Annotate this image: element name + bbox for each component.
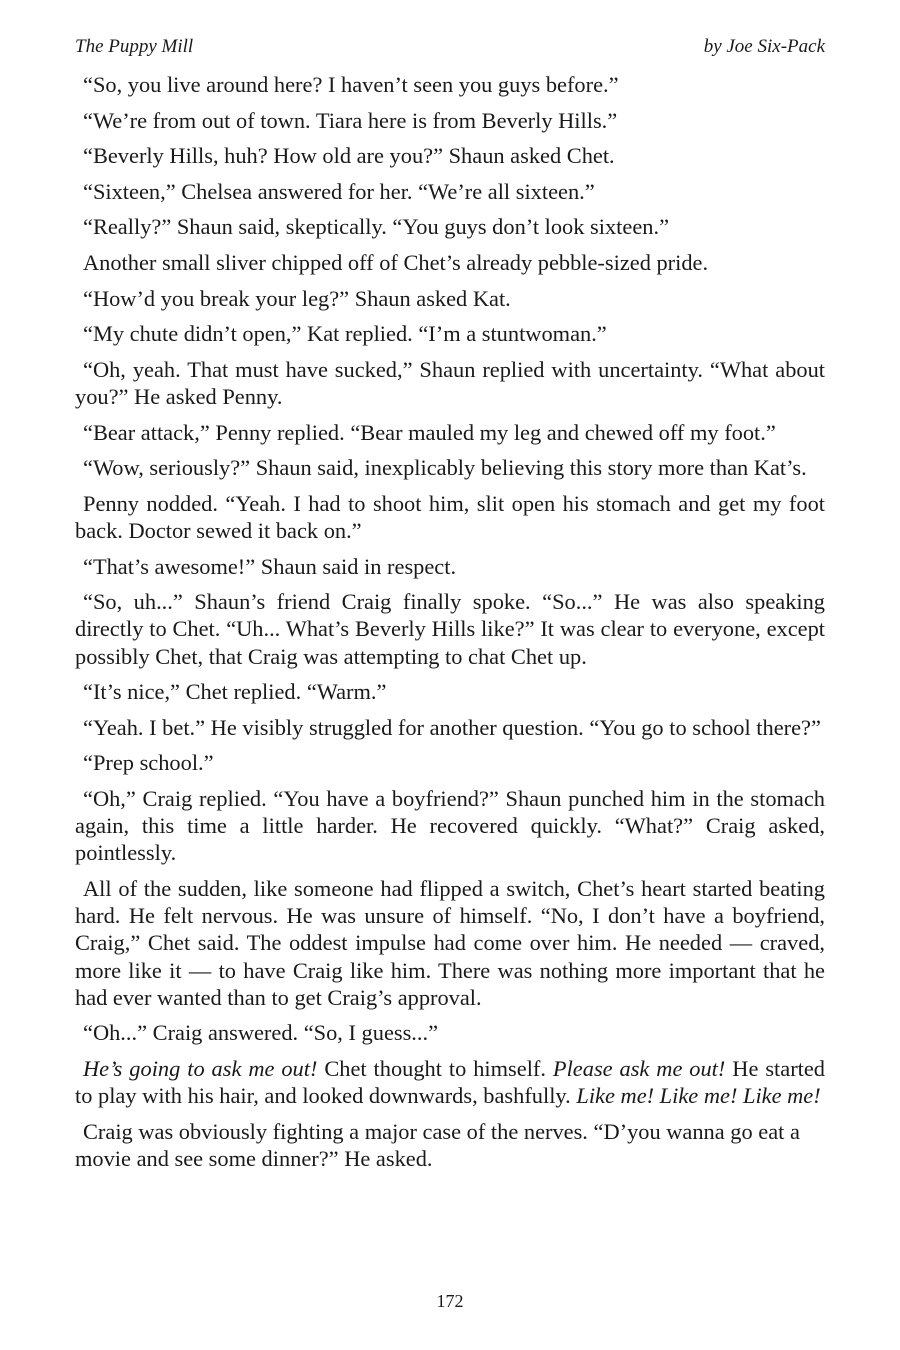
paragraph: “Wow, seriously?” Shaun said, inexplicably believing this story more than Kat’s. (83, 455, 807, 481)
paragraph: “Yeah. I bet.” He visibly struggled for another question. “You go to school there?” (83, 714, 821, 740)
running-header (75, 36, 825, 62)
paragraph: Craig was obviously fighting a major case of the nerves. “D’you wanna go eat a movie and see some dinner?” He asked. (75, 1118, 800, 1171)
author-name: by Joe Six-Pack (703, 36, 825, 57)
paragraph: “Bear attack,” Penny replied. “Bear mauled my leg and chewed off my foot.” (83, 419, 776, 445)
paragraph: “Oh, yeah. That must have sucked,” Shaun replied with uncertainty. “What about you?” He asked Penny. (75, 356, 825, 409)
paragraph: “How’d you break your leg?” Shaun asked Kat. (83, 285, 511, 311)
paragraph: All of the sudden, like someone had flipped a switch, Chet’s heart started beating hard. He felt nervous. He was unsure of himself. “No, I don’t have a boyfriend, Craig,” Chet said. The oddest impulse had come over him. He needed — craved, more like it — to have Craig like him. There was nothing more important that he had ever wanted than to get Craig’s approval. (75, 875, 825, 1010)
italic-thought: Please ask me out! (552, 1055, 726, 1081)
paragraph: “So, uh...” Shaun’s friend Craig finally spoke. “So...” He was also speaking directly to Chet. “Uh... What’s Beverly Hills like?” It was clear to everyone, except possibly Chet, that Craig was attempting to chat Chet up. (75, 589, 825, 669)
book-title: The Puppy Mill (75, 36, 194, 57)
text-run: Chet thought to himself. (317, 1055, 553, 1081)
paragraph: “It’s nice,” Chet replied. “Warm.” (83, 679, 387, 705)
paragraph: Another small sliver chipped off of Chet’s already pebble-sized pride. (83, 249, 709, 275)
paragraph: “Oh,” Craig replied. “You have a boyfriend?” Shaun punched him in the stomach again, this time a little harder. He recovered quickly. “What?” Craig asked, pointlessly. (75, 785, 825, 866)
paragraph: “My chute didn’t open,” Kat replied. “I’m a stuntwoman.” (83, 321, 607, 347)
paragraph: “Beverly Hills, huh? How old are you?” Shaun asked Chet. (83, 143, 615, 169)
paragraph: “Really?” Shaun said, skeptically. “You guys don’t look sixteen.” (83, 214, 670, 240)
italic-thought: He’s going to ask me out! (83, 1055, 318, 1081)
paragraph: Penny nodded. “Yeah. I had to shoot him, slit open his stomach and get my foot back. Doctor sewed it back on.” (75, 490, 825, 543)
page-number: 172 (436, 1291, 464, 1311)
paragraph-with-italics (75, 1055, 825, 1109)
body-text (75, 71, 825, 1181)
paragraph: “That’s awesome!” Shaun said in respect. (83, 553, 457, 579)
italic-thought: Like me! Like me! Like me! (576, 1083, 821, 1109)
paragraph: “Oh...” Craig answered. “So, I guess...” (83, 1020, 439, 1046)
paragraph: “We’re from out of town. Tiara here is from Beverly Hills.” (83, 107, 618, 133)
paragraph: “Sixteen,” Chelsea answered for her. “We’re all sixteen.” (83, 178, 595, 204)
paragraph: “So, you live around here? I haven’t seen you guys before.” (83, 72, 619, 97)
paragraph: “Prep school.” (83, 750, 214, 776)
text-run: He started to play with his hair, and looked downwards, bashfully. (75, 1055, 826, 1109)
